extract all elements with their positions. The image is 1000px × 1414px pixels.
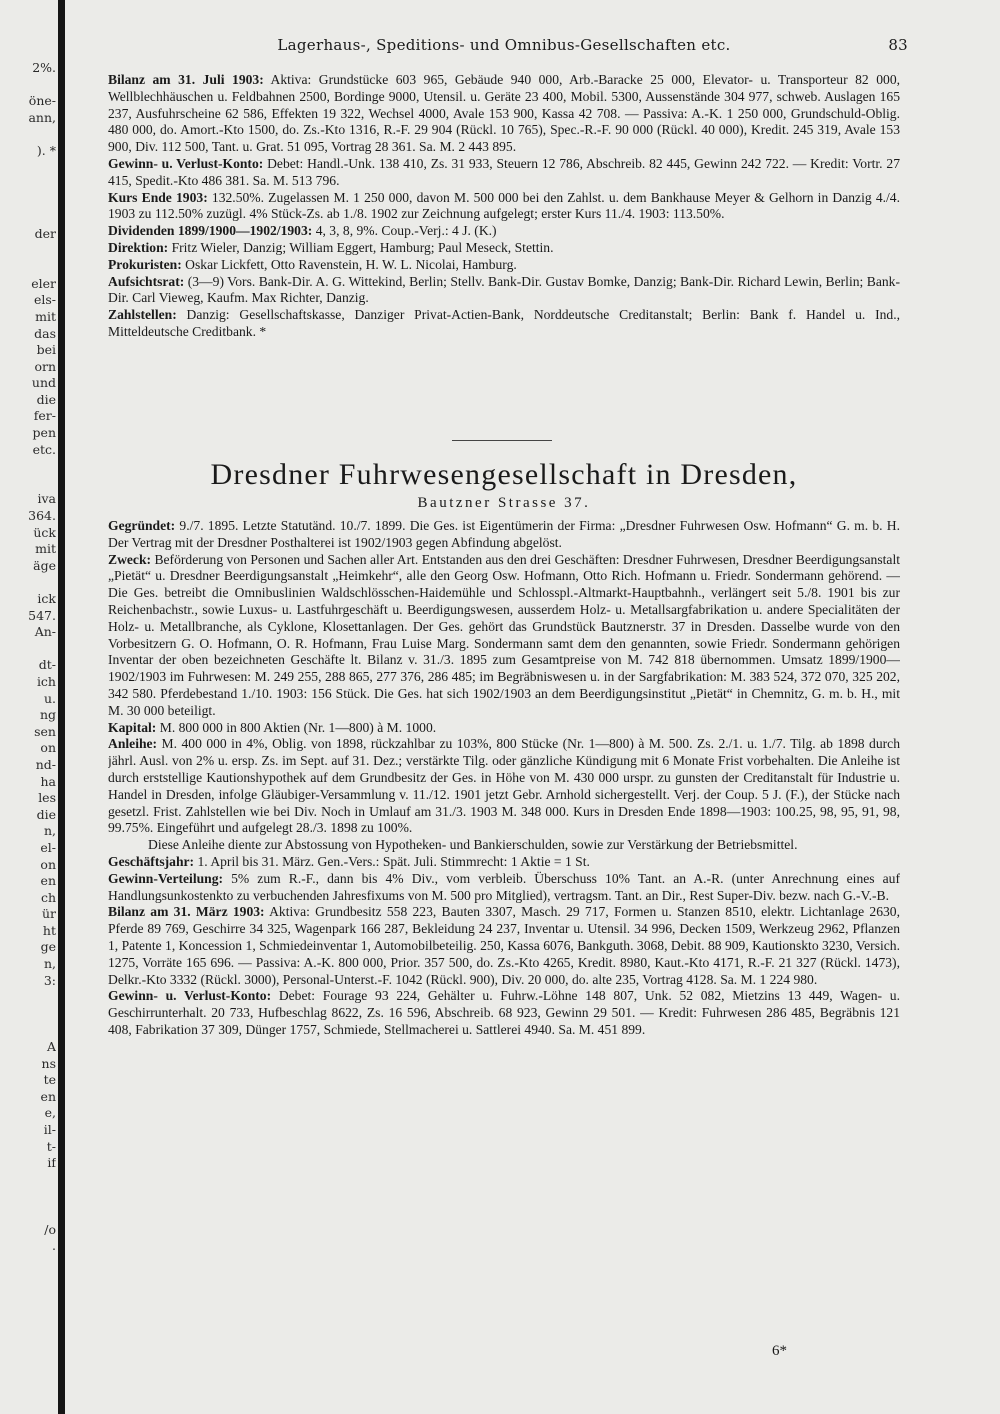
- paragraph-text: 5% zum R.-F., dann bis 4% Div., vom verbleib. Überschuss 10% Tant. an A.-R. (unter Anrechnung eines auf Handlungsunkostenkto zu verbuchenden Jahresfixums von M. 500 pro Mitglied), vertragsm. Tant. an Dir., Rest Super-Div. bezw. nach G.-V.-B.: [108, 870, 900, 903]
- paragraph-label: Gewinn- u. Verlust-Konto:: [108, 988, 272, 1004]
- entry-paragraph: [108, 552, 900, 720]
- margin-fragment: [0, 209, 56, 226]
- margin-fragment: [0, 574, 56, 591]
- margin-fragment: ick: [37, 591, 56, 606]
- margin-fragment: [0, 458, 56, 475]
- margin-fragment: t-: [46, 1138, 56, 1154]
- margin-fragment: sen: [34, 723, 56, 739]
- entry-paragraph: [108, 257, 900, 274]
- margin-fragment: nd-: [35, 756, 56, 772]
- paragraph-label: Gewinn-Verteilung:: [108, 870, 224, 886]
- margin-fragment: on: [40, 856, 56, 872]
- binding-edge: [58, 0, 65, 1414]
- margin-fragment: etc.: [32, 441, 56, 457]
- margin-fragment: bei: [36, 342, 56, 358]
- margin-fragment: ha: [40, 773, 56, 789]
- signature-mark: 6*: [772, 1343, 787, 1359]
- paragraph-text: 132.50%. Zugelassen M. 1 250 000, davon M. 500 000 bei den Zahlst. u. dem Bankhause Meyer & Gelhorn in Danzig 4./4. 1903 zu 112.50% zuzügl. 4% Stück-Zs. ab 1./8. 1902 zur Zeichnung aufgelegt; erster Kurs 11./4. 1903: 113.50%.: [108, 189, 900, 222]
- entry-paragraph: [108, 240, 900, 257]
- margin-fragment: en: [40, 1088, 56, 1104]
- margin-fragment: mit: [35, 308, 56, 324]
- margin-fragment: die: [36, 806, 56, 822]
- margin-fragment: [0, 77, 56, 94]
- paragraph-label: Geschäftsjahr:: [108, 853, 195, 869]
- margin-fragment: [0, 243, 56, 260]
- entry-paragraph: [108, 736, 900, 837]
- paragraph-text: Debet: Handl.-Unk. 138 410, Zs. 31 933, Steuern 12 786, Abschreib. 82 445, Gewinn 242 722. — Kredit: Vortr. 27 415, Spedit.-Kto 486 381. Sa. M. 513 796.: [108, 155, 900, 188]
- paragraph-text: 4, 3, 8, 9%. Coup.-Verj.: 4 J. (K.): [312, 223, 497, 239]
- margin-fragment: ng: [39, 707, 56, 723]
- paragraph-text: 9./7. 1895. Letzte Statutänd. 10./7. 1899. Die Ges. ist Eigentümerin der Firma: „Dresdner Fuhrwesen Osw. Hofmann“ G. m. b. H. Der Vertrag mit der Dresdner Posthalterei ist 1902/1903 gegen Abfindung abgelöst.: [108, 518, 900, 550]
- margin-fragment: ns: [41, 1055, 56, 1071]
- margin-fragment: fer-: [33, 408, 56, 424]
- entry-paragraph: [108, 274, 900, 308]
- margin-fragment: 364.: [28, 508, 56, 524]
- company-title: Dresdner Fuhrwesengesellschaft in Dresden,: [210, 458, 798, 491]
- adjacent-page-fragments: [0, 60, 56, 1255]
- margin-fragment: el-: [40, 839, 56, 855]
- margin-fragment: /o: [44, 1221, 56, 1237]
- first-company-entry: [108, 72, 900, 432]
- margin-fragment: A: [46, 1039, 56, 1055]
- margin-fragment: [0, 641, 56, 658]
- margin-fragment: ge: [40, 939, 56, 955]
- paragraph-label: Direktion:: [108, 239, 169, 255]
- page-number: 83: [888, 36, 908, 54]
- margin-fragment: öne-: [28, 93, 56, 109]
- margin-fragment: .: [52, 1238, 56, 1254]
- entry-paragraph: [108, 307, 900, 341]
- entry-paragraph: [108, 72, 900, 156]
- margin-fragment: ück: [33, 524, 56, 540]
- paragraph-text: 1. April bis 31. März. Gen.-Vers.: Spät. Juli. Stimmrecht: 1 Aktie = 1 St.: [194, 853, 590, 869]
- margin-fragment: [0, 989, 56, 1006]
- paragraph-text: Oskar Lickfett, Otto Ravenstein, H. W. L. Nicolai, Hamburg.: [181, 256, 517, 272]
- paragraph-text: M. 400 000 in 4%, Oblig. von 1898, rückzahlbar zu 103%, 800 Stücke (Nr. 1—800) à M. 500. Zs. 2./1. u. 1./7. Tilg. ab 1898 durch jährl. Ausl. von 2% u. ersp. Zs. im Sept. auf 31. Dez.; verstärkte Tilg. oder gänzliche Kündigung mit 6 Monate Frist vorbehalten. Die Anleihe ist durch erststellige Kautionshypothek auf dem Grundbesitz der Ges. in Höhe von M. 430 000 urspr. zu gunsten der Creditanstalt für Industrie u. Handel in Dresden, infolge Gläubiger-Versammlung v. 11./12. 1901 jetzt Gebr. Arnhold sichergestellt. Verj. der Coup. 5 J. (F.), der Stücke nach gesetzl. Frist. Zahlstellen wie bei Div. Noch in Umlauf am 31./3. 1903 M. 348 000. Kurs in Dresden Ende 1898—1903: 100.25, 98, 95, 91, 98, 99.75%. Eingeführt und aufgelegt 28./3. 1898 zu 100%.: [108, 736, 900, 836]
- margin-fragment: n,: [43, 823, 56, 839]
- margin-fragment: n,: [43, 956, 56, 972]
- paragraph-label: Gewinn- u. Verlust-Konto:: [108, 155, 264, 171]
- paragraph-text: Danzig: Gesellschaftskasse, Danziger Privat-Actien-Bank, Norddeutsche Creditanstalt; Berlin: Bank f. Handel u. Ind., Mitteldeutsche Creditbank. *: [108, 307, 900, 339]
- margin-fragment: 2%.: [32, 60, 56, 75]
- entry-paragraph: [108, 720, 900, 737]
- entry-paragraph: [108, 854, 900, 871]
- margin-fragment: das: [34, 325, 56, 341]
- margin-fragment: [0, 259, 56, 276]
- second-company-entry: [108, 518, 900, 1348]
- margin-fragment: u.: [43, 690, 56, 706]
- margin-fragment: ht: [42, 922, 56, 938]
- margin-fragment: ann,: [28, 109, 56, 125]
- margin-fragment: 547.: [28, 607, 56, 623]
- margin-fragment: der: [34, 225, 56, 241]
- margin-fragment: [0, 193, 56, 210]
- paragraph-text: Debet: Fourage 93 224, Gehälter u. Fuhrw.-Löhne 148 807, Unk. 52 082, Mietzins 13 449, Wagen- u. Geschirrunterhalt. 20 733, Hufbeschlag 8622, Zs. 16 596, Abschreib. 68 923, Gewinn 29 501. — Kredit: Fuhrwesen 286 485, Begräbnis 121 408, Fabrikation 37 309, Dünger 1757, Schmiede, Stellmacherei u. Sattlerei 4940. Sa. M. 451 899.: [108, 988, 900, 1037]
- margin-fragment: iva: [37, 491, 56, 507]
- margin-fragment: dt-: [38, 657, 56, 673]
- paragraph-label: Kurs Ende 1903:: [108, 189, 208, 205]
- entry-paragraph: [108, 871, 900, 905]
- margin-fragment: [0, 1006, 56, 1023]
- margin-fragment: die: [36, 391, 56, 407]
- margin-fragment: [0, 176, 56, 193]
- margin-fragment: [0, 126, 56, 143]
- margin-fragment: en: [40, 873, 56, 889]
- margin-fragment: An-: [34, 624, 56, 640]
- paragraph-text: Beförderung von Personen und Sachen aller Art. Entstanden aus den drei Geschäften: Dresdner Fuhrwesen, Dresdner Beerdigungsanstalt „Pietät“ u. Dresdner Beerdigungsanstalt „Heimkehr“, alle den Georg Osw. Hofmann, Otto Rich. Hofmann u. Friedr. Sondermann gehörend. — Die Ges. betreibt die Omnibuslinien Waldschlösschen-Haidemühle und Schlosspl.-Altmarkt-Hauptbahnh., verlängert seit 5./8. 1901 bis zur Reichenbachstr., sowie Luxus- u. Lastfuhrgeschäft u. Beerdigungswesen, ausserdem Holz- u. Metallsargfabrikation u. andere Specialitäten der Holz- u. Metallbranche, als Cyklone, Klosettanlagen. Der Ges. gehört das Grundstück Bautznerstr. 37 in Dresden. Dasselbe wurde von den Vorbesitzern G. O. Hofmann, O. R. Hofmann, Frau Luise Marg. Sondermann samt dem den genannten, sowie Friedr. Sondermann gehörigen Inventar der oben bezeichneten Geschäfte lt. Bilanz v. 31./3. 1895 zum Gesamtpreise von M. 742 818 übernommen. Umsatz 1899/1900—1902/1903 im Fuhrwesen: M. 249 255, 288 865, 277 376, 286 485; im Begräbniswesen u. in der Sargfabrikation: M. 383 524, 372 070, 325 202, 342 580. Pferdebestand 1./10. 1903: 156 Stück. Die Ges. hat sich 1902/1903 an dem Beerdigungsinstitut „Pietät“ in Chemnitz, G. m. b. H., mit M. 30 000 beteiligt.: [108, 551, 900, 718]
- entry-paragraph: [108, 518, 900, 552]
- entry-paragraph: [108, 190, 900, 224]
- entry-paragraph: [108, 904, 900, 988]
- margin-fragment: [0, 160, 56, 177]
- paragraph-label: Dividenden 1899/1900—1902/1903:: [108, 223, 313, 239]
- margin-fragment: ch: [40, 889, 56, 905]
- running-header: [100, 36, 908, 58]
- paragraph-label: Bilanz am 31. Juli 1903:: [108, 72, 264, 87]
- paragraph-text: (3—9) Vors. Bank-Dir. A. G. Wittekind, Berlin; Stellv. Bank-Dir. Gustav Bomke, Danzig; Bank-Dir. Richard Lewin, Berlin; Bank-Dir. Carl Vieweg, Kaufm. Max Richter, Danzig.: [108, 273, 900, 306]
- paragraph-label: Kapital:: [108, 719, 157, 735]
- margin-fragment: on: [40, 740, 56, 756]
- margin-fragment: mit: [35, 541, 56, 557]
- paragraph-label: Anleihe:: [108, 736, 158, 752]
- margin-fragment: 3:: [43, 972, 56, 988]
- paragraph-label: Prokuristen:: [108, 256, 182, 272]
- entry-paragraph: [108, 837, 900, 854]
- paragraph-text: Aktiva: Grundbesitz 558 223, Bauten 3307, Masch. 29 717, Formen u. Stanzen 8510, elektr. Lichtanlage 2630, Pferde 89 769, Geschirre 34 325, Wagenpark 166 287, Bekleidung 24 237, Inventar u. Utensil. 34 996, Decken 1509, Werkzeug 2962, Pflanzen 1, Patente 1, Koncession 1, Schmiedeinventar 1, Automobilbeteilig. 250, Kassa 6076, Bankguth. 3068, Debit. 88 909, Kautionskto 3230, Versich. 1275, Vorräte 165 696. — Passiva: A.-K. 800 000, Prior. 357 500, do. Zs.-Kto 4265, Kredit. 8980, Kaut.-Kto 4171, R.-F. 21 327 (Rückl. 1473), Delkr.-Kto 3332 (Rückl. 3000), Personal-Unterst.-F. 1042 (Rückl. 900), Div. 20 000, do. alte 235, Vortrag 4128. Sa. M. 1 224 980.: [108, 904, 900, 987]
- company-address: Bautzner Strasse 37.: [417, 495, 591, 511]
- margin-fragment: te: [43, 1072, 56, 1088]
- margin-fragment: ür: [41, 906, 56, 922]
- paragraph-label: Zahlstellen:: [108, 307, 177, 323]
- paragraph-label: Aufsichtsrat:: [108, 273, 185, 289]
- paragraph-text: Fritz Wieler, Danzig; William Eggert, Hamburg; Paul Meseck, Stettin.: [168, 239, 554, 255]
- margin-fragment: orn: [34, 358, 56, 374]
- margin-fragment: ). *: [36, 142, 56, 158]
- margin-fragment: if: [47, 1155, 56, 1171]
- margin-fragment: il-: [43, 1122, 56, 1137]
- paragraph-label: Bilanz am 31. März 1903:: [108, 904, 265, 920]
- margin-fragment: [0, 1188, 56, 1205]
- margin-fragment: [0, 1172, 56, 1189]
- running-title: Lagerhaus-, Speditions- und Omnibus-Gesellschaften etc.: [277, 36, 731, 54]
- paragraph-text: M. 800 000 in 800 Aktien (Nr. 1—800) à M. 1000.: [156, 719, 437, 735]
- section-divider: [452, 440, 552, 441]
- margin-fragment: pen: [32, 425, 56, 441]
- entry-paragraph: [108, 223, 900, 240]
- margin-fragment: els-: [33, 292, 56, 308]
- margin-fragment: eler: [31, 275, 56, 291]
- margin-fragment: e,: [44, 1105, 56, 1121]
- entry-paragraph: [108, 988, 900, 1038]
- paragraph-text: Diese Anleihe diente zur Abstossung von Hypotheken- und Bankierschulden, sowie zur Verstärkung der Betriebsmittel.: [148, 837, 798, 853]
- margin-fragment: [0, 475, 56, 492]
- paragraph-text: Aktiva: Grundstücke 603 965, Gebäude 940 000, Arb.-Baracke 25 000, Elevator- u. Transporteur 82 000, Wellblechhäuschen u. Feldbahnen 2500, Bordinge 9000, Utensil. u. Geräte 23 400, Mobil. 5300, Aussenstände 304 977, schweb. Auslagen 165 237, Ausfuhrscheine 62 586, Effekten 19 322, Wechsel 4000, Avale 153 900, Kassa 42 708. — Passiva: A.-K. 1 250 000, Grundschuld-Oblig. 480 000, do. Amort.-Kto 1500, do. Zs.-Kto 1316, R.-F. 29 904 (Rückl. 10 765), Spec.-R.-F. 90 000 (Rückl. 40 000), Kredit. 245 319, Avale 153 900, Div. 112 500, Tant. u. Grat. 51 095, Vortrag 28 361. Sa. M. 2 443 895.: [108, 72, 900, 155]
- margin-fragment: ich: [36, 673, 56, 689]
- margin-fragment: [0, 1022, 56, 1039]
- margin-fragment: [0, 1205, 56, 1222]
- margin-fragment: les: [38, 790, 56, 806]
- margin-fragment: und: [31, 375, 56, 391]
- paragraph-label: Gegründet:: [108, 518, 176, 533]
- paragraph-label: Zweck:: [108, 551, 152, 567]
- margin-fragment: äge: [33, 557, 56, 573]
- entry-paragraph: [108, 156, 900, 190]
